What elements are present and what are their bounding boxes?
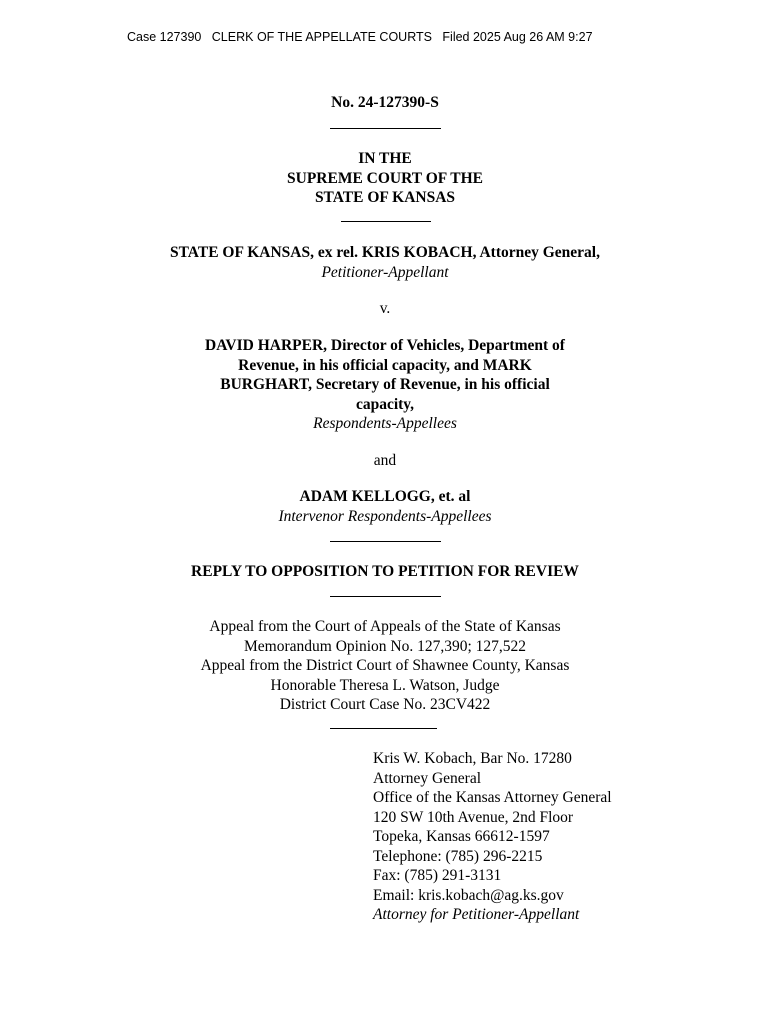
divider-rule xyxy=(330,728,437,729)
appeal-line-4: Honorable Theresa L. Watson, Judge xyxy=(270,676,500,694)
respondents-line-2: Revenue, in his official capacity, and MARK xyxy=(238,356,532,374)
divider-rule xyxy=(330,596,441,597)
appeal-line-5: District Court Case No. 23CV422 xyxy=(279,696,491,713)
court-line-1: IN THE xyxy=(358,150,412,167)
intervenors-name: ADAM KELLOGG, et. al xyxy=(299,488,471,505)
telephone: Telephone: (785) 296-2215 xyxy=(373,847,543,865)
attorney-name-bar: Kris W. Kobach, Bar No. 17280 xyxy=(373,750,572,767)
court-line-3: STATE OF KANSAS xyxy=(314,189,456,206)
divider-rule xyxy=(330,541,441,542)
case-number: No. 24-127390-S xyxy=(331,94,439,111)
petitioner-name: STATE OF KANSAS, ex rel. KRIS KOBACH, Attorney General, xyxy=(170,244,600,261)
address-line-2: Topeka, Kansas 66612-1597 xyxy=(373,828,550,845)
email: Email: kris.kobach@ag.ks.gov xyxy=(373,886,564,904)
appeal-line-1: Appeal from the Court of Appeals of the State of Kansas xyxy=(209,618,561,635)
attorney-title: Attorney General xyxy=(373,769,482,787)
filing-stamp: Case 127390 CLERK OF THE APPELLATE COURTS Filed 2025 Aug 26 AM 9:27 xyxy=(127,30,593,44)
versus: v. xyxy=(379,300,391,317)
court-line-2: SUPREME COURT OF THE xyxy=(287,169,483,187)
respondents-line-3: BURGHART, Secretary of Revenue, in his official xyxy=(220,376,550,393)
conjunction: and xyxy=(373,452,397,469)
attorney-office: Office of the Kansas Attorney General xyxy=(373,789,612,806)
respondents-line-4: capacity, xyxy=(355,395,415,413)
address-line-1: 120 SW 10th Avenue, 2nd Floor xyxy=(373,808,574,826)
petitioner-role: Petitioner-Appellant xyxy=(321,263,449,281)
intervenors-role: Intervenor Respondents-Appellees xyxy=(278,507,492,525)
divider-rule xyxy=(341,221,431,222)
document-title: REPLY TO OPPOSITION TO PETITION FOR REVIEW xyxy=(191,563,579,580)
signature-block xyxy=(373,749,612,925)
appeal-line-2: Memorandum Opinion No. 127,390; 127,522 xyxy=(244,637,526,655)
respondents-role: Respondents-Appellees xyxy=(313,415,457,432)
fax: Fax: (785) 291-3131 xyxy=(373,867,502,884)
attorney-role: Attorney for Petitioner-Appellant xyxy=(373,906,580,923)
divider-rule xyxy=(330,128,441,129)
appeal-line-3: Appeal from the District Court of Shawnee County, Kansas xyxy=(200,657,570,674)
respondents-line-1: DAVID HARPER, Director of Vehicles, Department of xyxy=(205,337,565,354)
